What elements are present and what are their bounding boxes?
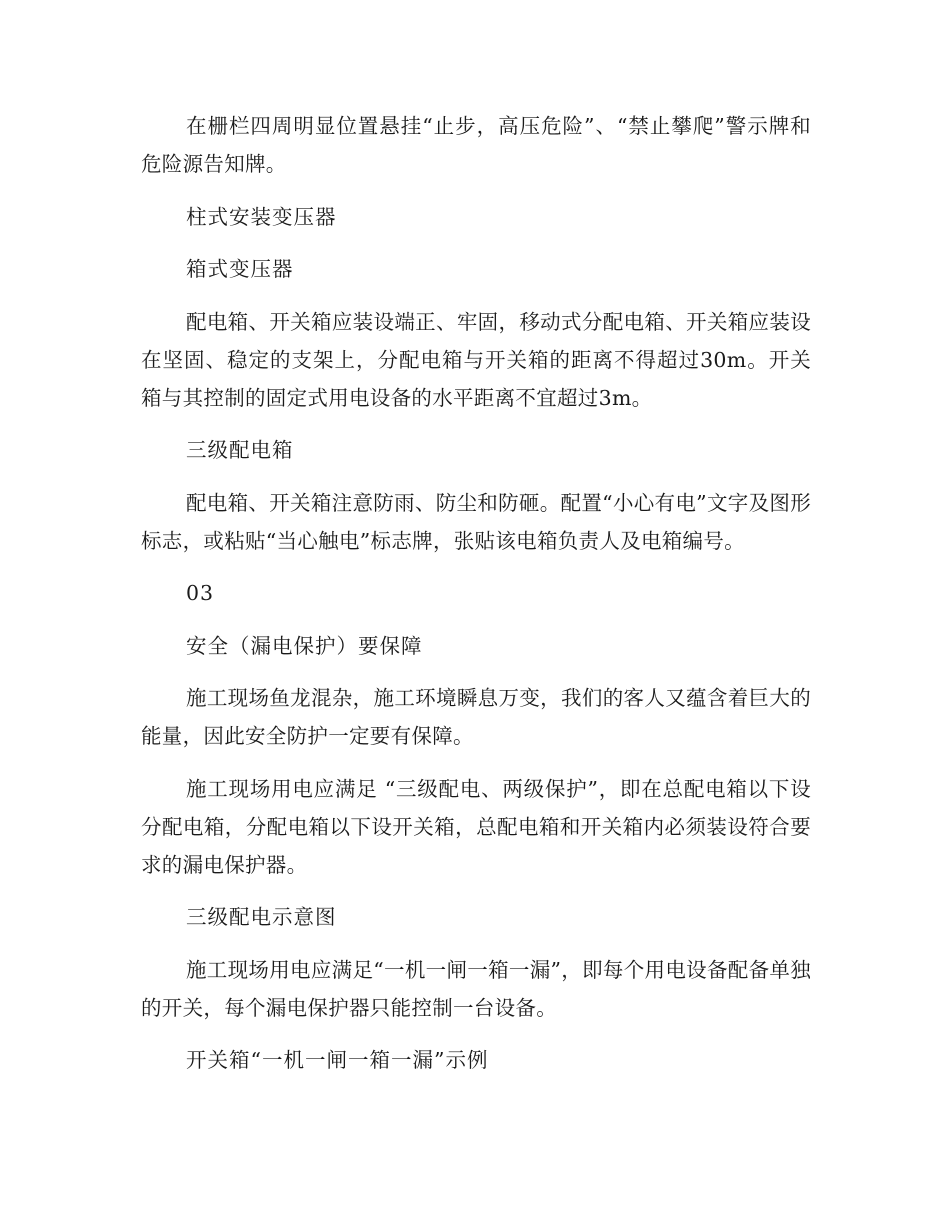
section-heading-leakage-protection: 安全（漏电保护）要保障	[186, 633, 423, 658]
caption-switch-box-example: 开关箱“一机一闸一箱一漏”示例	[186, 1048, 489, 1072]
caption-box-transformer: 箱式变压器	[186, 257, 294, 281]
section-number: 03	[186, 581, 215, 605]
document-body	[141, 107, 811, 1094]
paragraph-box-protection: 配电箱、开关箱注意防雨、防尘和防砸。配置“小心有电”文字及图形标志，或粘贴“当心触电”标志牌，张贴该电箱负责人及电箱编号。	[141, 490, 811, 553]
paragraph-one-machine-rule: 施工现场用电应满足“一机一闸一箱一漏”，即每个用电设备配备单独的开关，每个漏电保护器只能控制一台设备。	[141, 957, 811, 1020]
caption-pole-transformer: 柱式安装变压器	[186, 204, 337, 229]
caption-three-level-diagram: 三级配电示意图	[186, 905, 337, 929]
paragraph-warning-signs: 在栅栏四周明显位置悬挂“止步，高压危险”、“禁止攀爬”警示牌和危险源告知牌。	[141, 114, 811, 176]
paragraph-distribution-box-installation: 配电箱、开关箱应装设端正、牢固，移动式分配电箱、开关箱应装设在坚固、稳定的支架上，分配电箱与开关箱的距离不得超过30m。开关箱与其控制的固定式用电设备的水平距离不宜超过3m。	[141, 309, 811, 410]
paragraph-three-level-distribution: 施工现场用电应满足 “三级配电、两级保护”，即在总配电箱以下设分配电箱，分配电箱以下设开关箱，总配电箱和开关箱内必须装设符合要求的漏电保护器。	[141, 776, 811, 877]
paragraph-site-safety: 施工现场鱼龙混杂，施工环境瞬息万变，我们的客人又蕴含着巨大的能量，因此安全防护一定要有保障。	[141, 686, 811, 748]
caption-three-level-box: 三级配电箱	[186, 438, 294, 462]
